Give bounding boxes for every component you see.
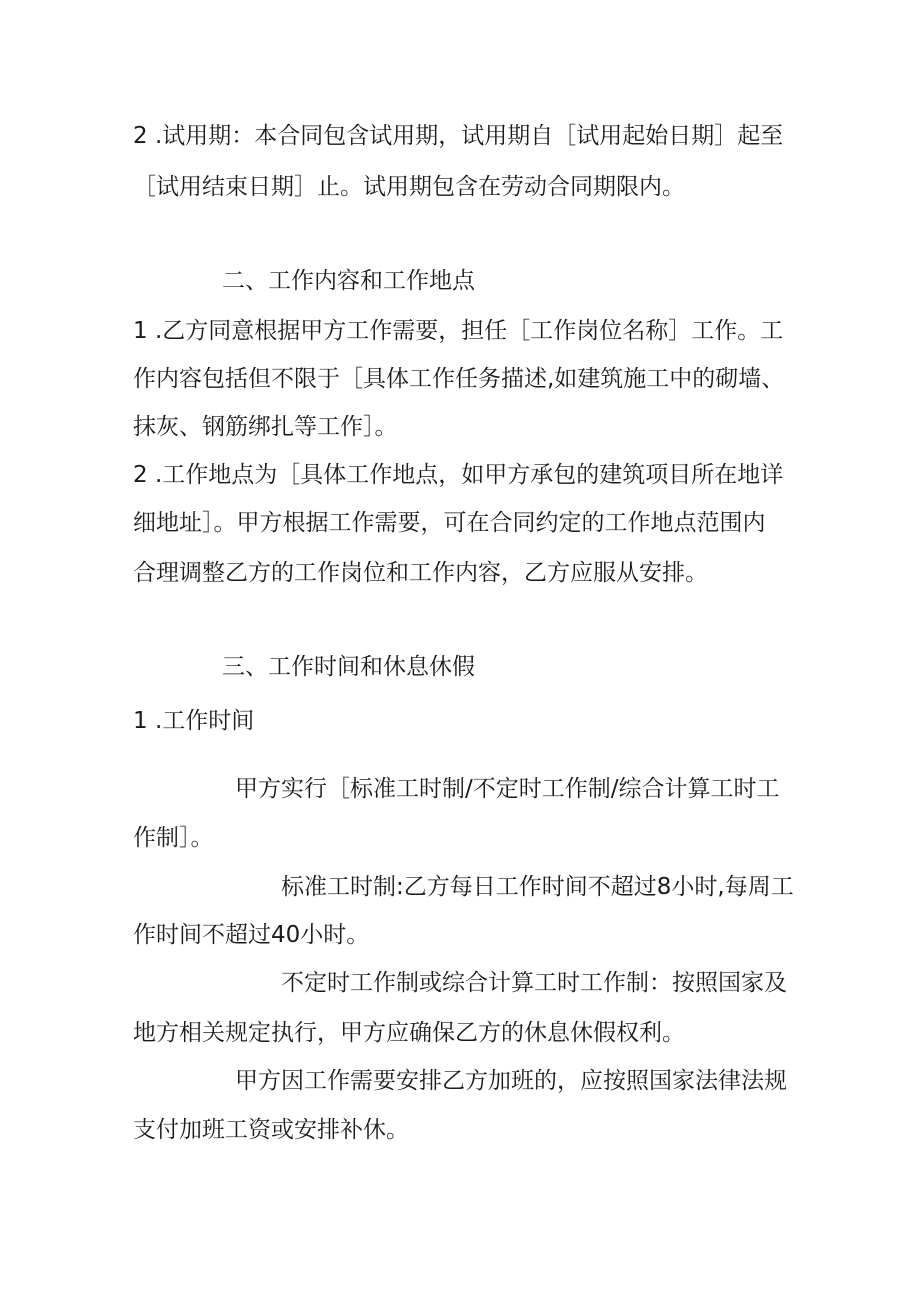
flexible-hours-line-1: 不定时工作制或综合计算工时工作制：按照国家及: [281, 970, 787, 996]
section-heading-work-hours: 三、工作时间和休息休假: [222, 654, 475, 680]
work-location-clause-line-2: 细地址］。甲方根据工作需要，可在合同约定的工作地点范围内: [133, 510, 766, 536]
hours-system-line-1: 甲方实行［标准工时制/不定时工作制/综合计算工时工: [235, 776, 780, 802]
work-location-clause-line-3: 合理调整乙方的工作岗位和工作内容，乙方应服从安排。: [133, 560, 708, 586]
job-position-clause-line-2: 作内容包括但不限于［具体工作任务描述,如建筑施工中的砌墙、: [133, 366, 785, 392]
hours-system-line-2: 作制］。: [133, 825, 214, 851]
probation-clause-line-1: 2 .试用期：本合同包含试用期，试用期自［试用起始日期］起至: [133, 123, 784, 149]
overtime-line-1: 甲方因工作需要安排乙方加班的，应按照国家法律法规: [235, 1068, 787, 1094]
work-hours-subheading: 1 .工作时间: [133, 708, 255, 734]
standard-hours-line-2: 作时间不超过40小时。: [133, 922, 370, 948]
overtime-line-2: 支付加班工资或安排补休。: [133, 1117, 409, 1143]
job-position-clause-line-1: 1 .乙方同意根据甲方工作需要，担任［工作岗位名称］工作。工: [133, 318, 784, 344]
job-position-clause-line-3: 抹灰、钢筋绑扎等工作］。: [133, 414, 398, 440]
section-heading-work-content: 二、工作内容和工作地点: [222, 268, 475, 294]
probation-clause-line-2: ［试用结束日期］止。试用期包含在劳动合同期限内。: [133, 174, 685, 200]
flexible-hours-line-2: 地方相关规定执行，甲方应确保乙方的休息休假权利。: [133, 1020, 685, 1046]
work-location-clause-line-1: 2 .工作地点为［具体工作地点，如甲方承包的建筑项目所在地详: [133, 462, 784, 488]
standard-hours-line-1: 标准工时制:乙方每日工作时间不超过8小时,每周工: [281, 874, 794, 900]
